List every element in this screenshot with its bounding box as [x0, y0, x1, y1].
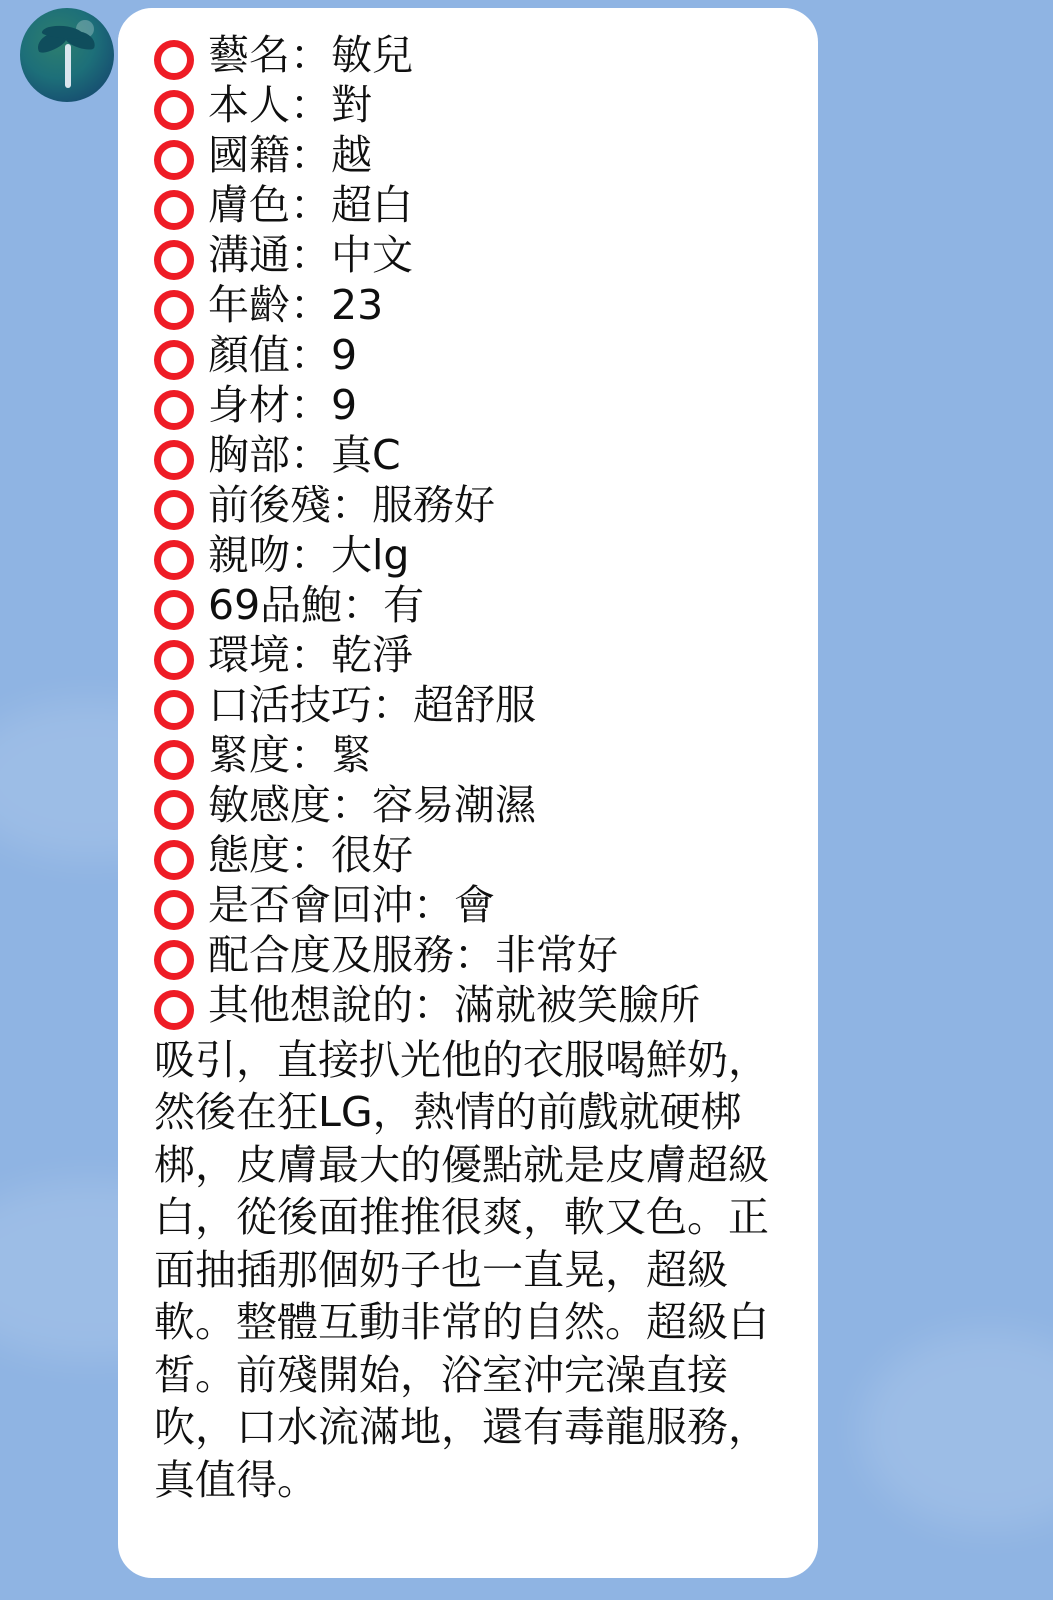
list-item-label: 是否會回沖：會 — [208, 881, 495, 929]
palm-trunk-icon — [65, 44, 71, 88]
red-ring-bullet-icon — [154, 840, 194, 880]
list-item — [140, 831, 796, 880]
red-ring-bullet-icon — [154, 240, 194, 280]
background-cloud — [860, 1330, 1053, 1530]
red-ring-bullet-icon — [154, 790, 194, 830]
list-item — [140, 881, 796, 930]
list-item-label: 配合度及服務：非常好 — [208, 931, 618, 979]
list-item — [140, 381, 796, 430]
list-item-label: 身材：9 — [208, 381, 358, 429]
list-item-label: 前後殘：服務好 — [208, 481, 495, 529]
list-item-label: 年齡：23 — [208, 281, 384, 329]
list-item — [140, 231, 796, 280]
list-item-label: 親吻：大lg — [208, 531, 410, 579]
list-item — [140, 481, 796, 530]
list-item-label: 顏值：9 — [208, 331, 358, 379]
red-ring-bullet-icon — [154, 40, 194, 80]
red-ring-bullet-icon — [154, 490, 194, 530]
list-item — [140, 81, 796, 130]
list-item — [140, 981, 796, 1030]
red-ring-bullet-icon — [154, 540, 194, 580]
red-ring-bullet-icon — [154, 740, 194, 780]
list-item — [140, 681, 796, 730]
list-item — [140, 781, 796, 830]
red-ring-bullet-icon — [154, 190, 194, 230]
list-item — [140, 31, 796, 80]
list-item-label: 膚色：超白 — [208, 181, 413, 229]
red-ring-bullet-icon — [154, 690, 194, 730]
list-item-label: 環境：乾淨 — [208, 631, 413, 679]
list-item-label: 69品鮑：有 — [208, 581, 425, 629]
list-item — [140, 431, 796, 480]
red-ring-bullet-icon — [154, 390, 194, 430]
list-item-label: 緊度：緊 — [208, 731, 372, 779]
list-item-label: 口活技巧：超舒服 — [208, 681, 536, 729]
red-ring-bullet-icon — [154, 990, 194, 1030]
red-ring-bullet-icon — [154, 590, 194, 630]
red-ring-bullet-icon — [154, 940, 194, 980]
red-ring-bullet-icon — [154, 640, 194, 680]
red-ring-bullet-icon — [154, 440, 194, 480]
list-item-label: 本人：對 — [208, 81, 372, 129]
list-item — [140, 531, 796, 580]
list-item-label: 國籍：越 — [208, 131, 372, 179]
list-item-label: 其他想說的：滿就被笑臉所 — [208, 981, 700, 1029]
list-item-label: 態度：很好 — [208, 831, 413, 879]
list-item — [140, 331, 796, 380]
message-body — [140, 31, 796, 1506]
avatar[interactable] — [20, 8, 114, 102]
list-item — [140, 581, 796, 630]
list-item — [140, 931, 796, 980]
red-ring-bullet-icon — [154, 90, 194, 130]
red-ring-bullet-icon — [154, 290, 194, 330]
list-item-label: 溝通：中文 — [208, 231, 413, 279]
list-item-label: 敏感度：容易潮濕 — [208, 781, 536, 829]
list-item — [140, 631, 796, 680]
list-item — [140, 131, 796, 180]
list-item — [140, 281, 796, 330]
list-item-label: 胸部：真C — [208, 431, 401, 479]
red-ring-bullet-icon — [154, 890, 194, 930]
list-item — [140, 181, 796, 230]
red-ring-bullet-icon — [154, 340, 194, 380]
red-ring-bullet-icon — [154, 140, 194, 180]
chat-message-bubble[interactable] — [118, 8, 818, 1578]
list-item-label: 藝名：敏兒 — [208, 31, 413, 79]
list-item — [140, 731, 796, 780]
message-paragraph: 吸引，直接扒光他的衣服喝鮮奶，然後在狂LG，熱情的前戲就硬梆梆，皮膚最大的優點就是皮膚超級白，從後面推推很爽，軟又色。正面抽插那個奶子也一直晃，超級軟。整體互動非常的自然。超級白皙。前殘開始，浴室沖完澡直接吹，口水流滿地，還有毒龍服務，真值得。 — [154, 1036, 769, 1504]
